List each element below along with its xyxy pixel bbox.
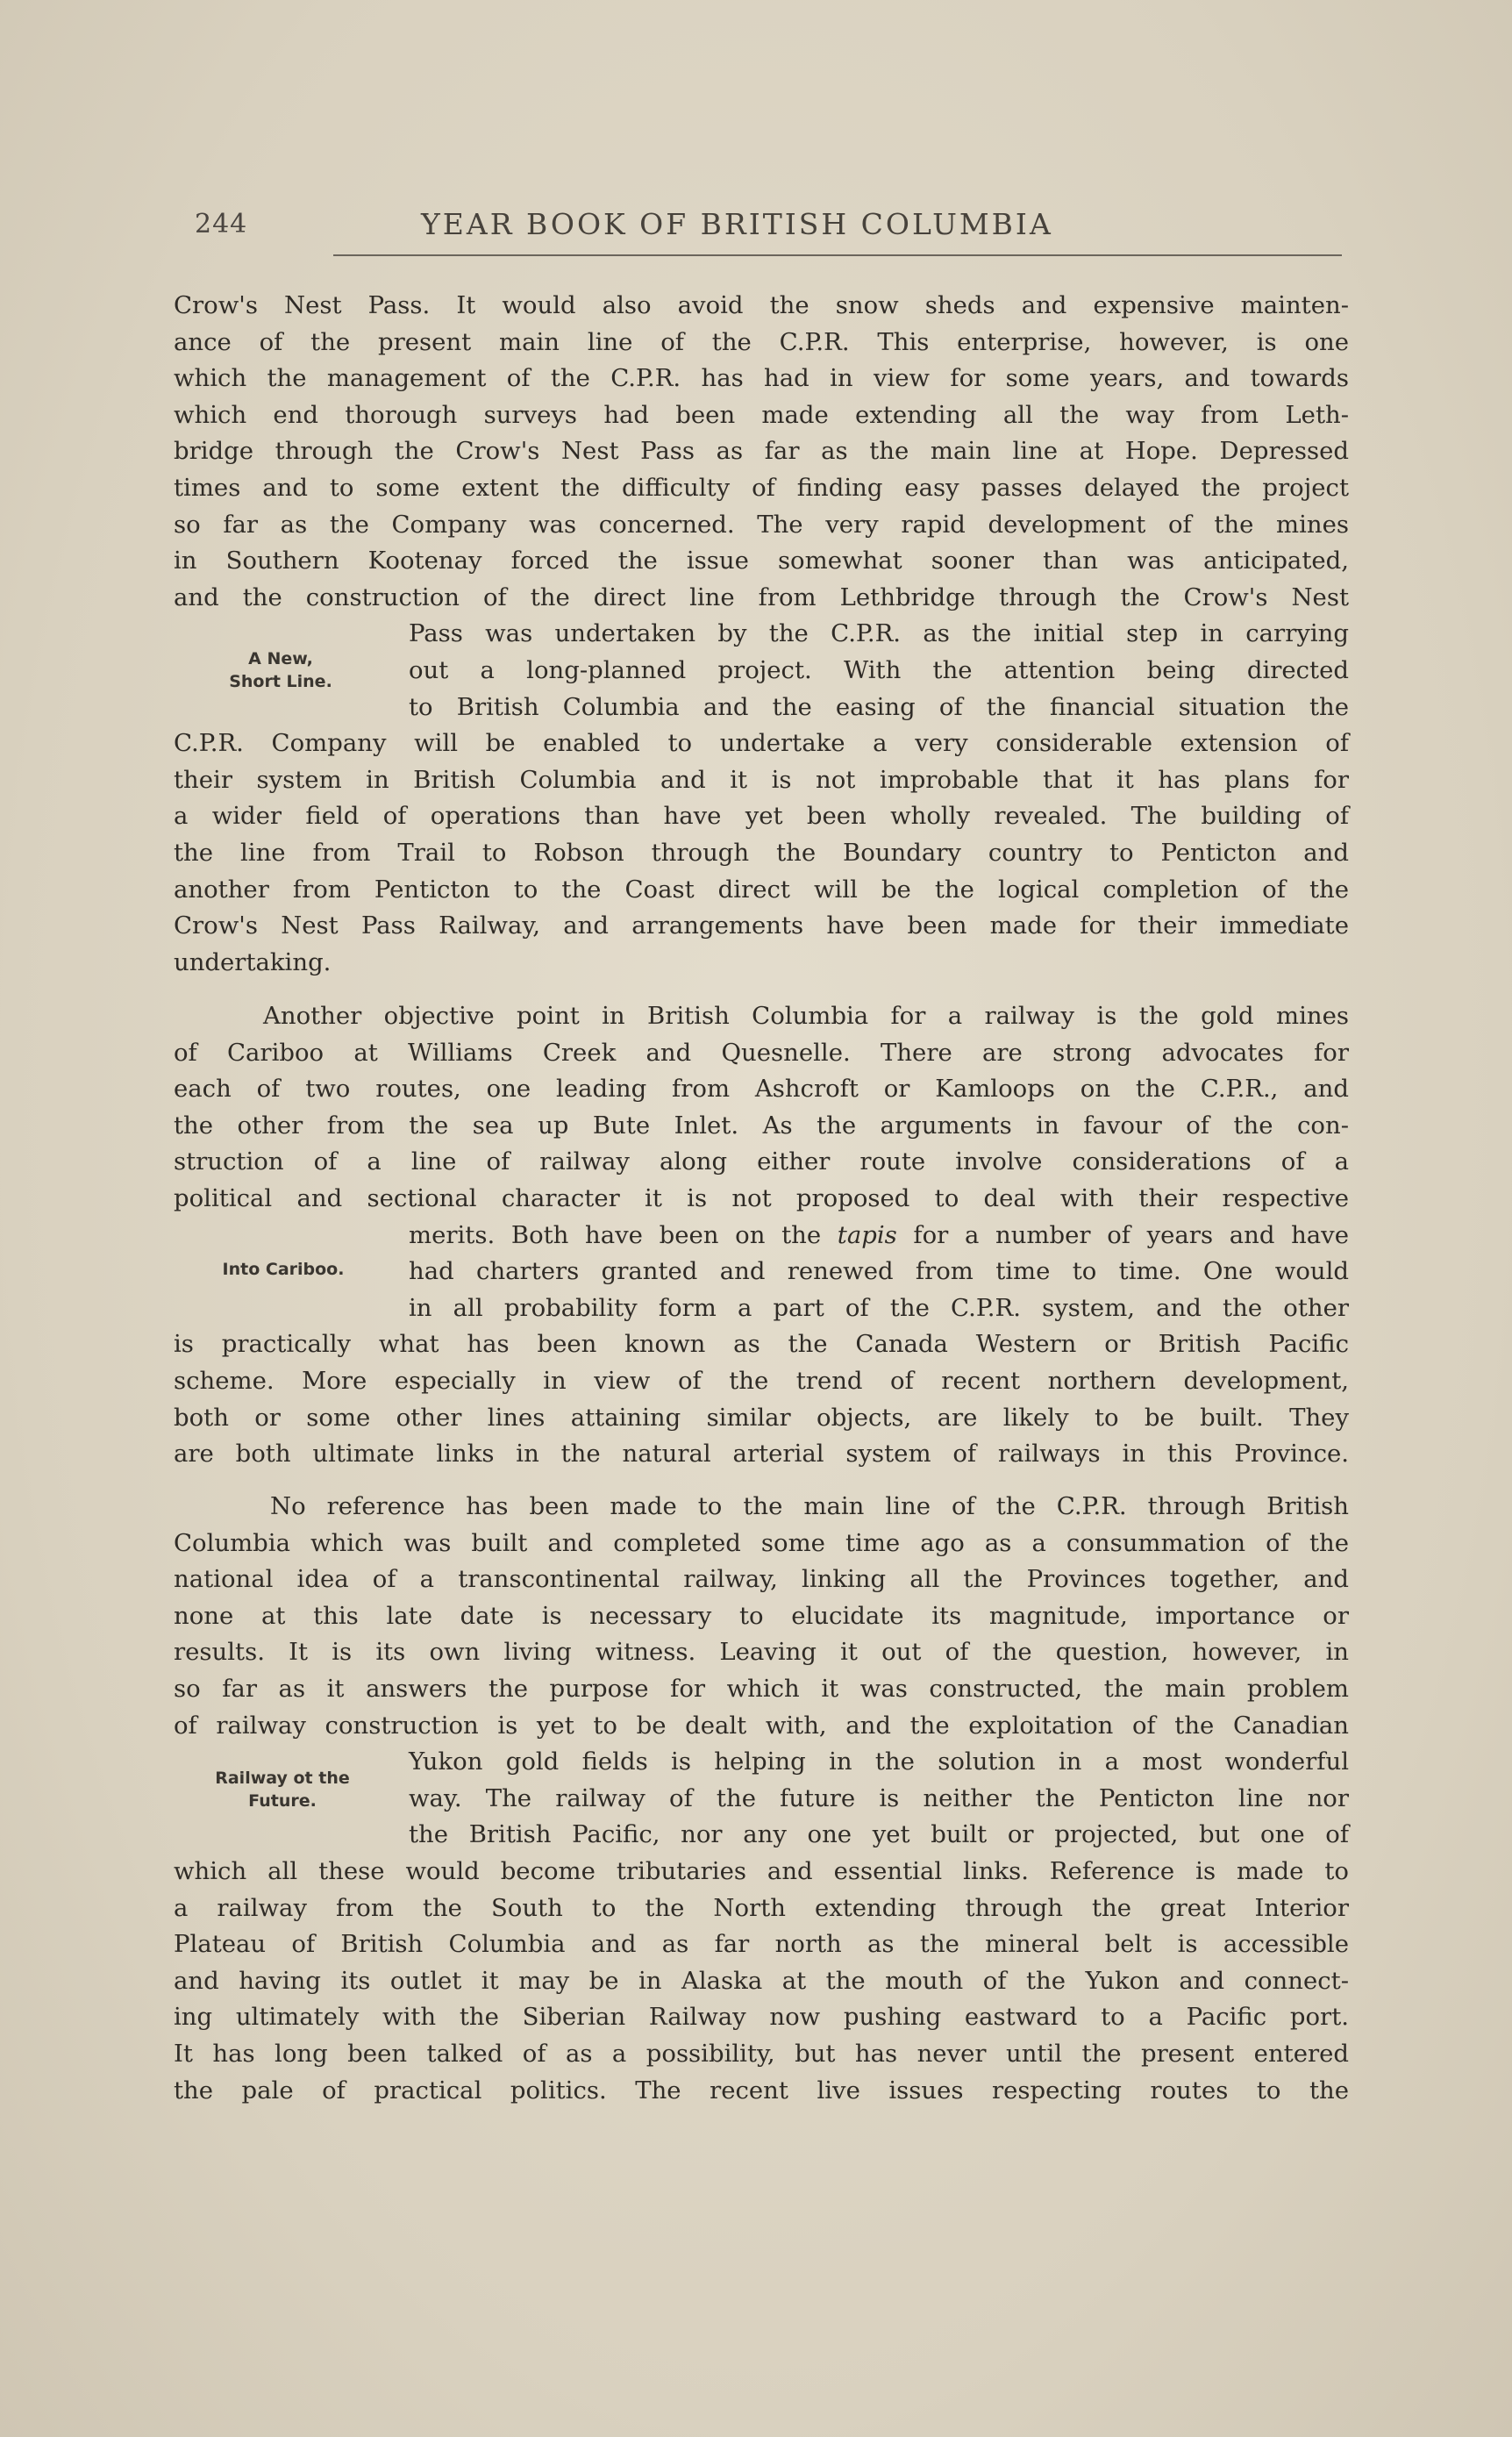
text-line: their system in British Columbia and it is not improbable that it has plans for xyxy=(174,765,1349,794)
text-line: of railway construction is yet to be dealt with, and the exploitation of the Canadian xyxy=(174,1711,1349,1740)
book-title: YEAR BOOK OF BRITISH COLUMBIA xyxy=(421,207,1053,241)
running-head xyxy=(175,207,1351,246)
text-line: the other from the sea up Bute Inlet. As the arguments in favour of the con- xyxy=(174,1111,1349,1140)
paragraph-1 xyxy=(174,288,1349,981)
sidenote-line: Into Cariboo. xyxy=(222,1260,345,1279)
text-line: bridge through the Crow's Nest Pass as far as the main line at Hope. Depressed xyxy=(174,437,1349,466)
text-line: undertaking. xyxy=(174,947,332,976)
text-line: the British Pacific, nor any one yet built or projected, but one of xyxy=(409,1820,1349,1849)
text-line: which all these would become tributaries and essential links. Reference is made to xyxy=(174,1856,1349,1885)
text-line: Another objective point in British Columbia for a railway is the gold mines xyxy=(263,1002,1349,1030)
paragraph-3 xyxy=(174,1489,1349,2109)
text-line: which the management of the C.P.R. has had in view for some years, and towards xyxy=(174,364,1349,393)
text-line: ance of the present main line of the C.P.R. This enterprise, however, is one xyxy=(174,327,1349,356)
text-fragment: merits. Both have been on the xyxy=(409,1220,822,1249)
text-line: national idea of a transcontinental railway, linking all the Provinces together, and xyxy=(174,1565,1349,1594)
text-line: in all probability form a part of the C.P.R. system, and the other xyxy=(409,1293,1349,1322)
italic-word: tapis xyxy=(837,1220,897,1249)
text-line: Crow's Nest Pass. It would also avoid the snow sheds and expensive mainten- xyxy=(174,291,1349,319)
text-line: scheme. More especially in view of the trend of recent northern development, xyxy=(174,1366,1349,1395)
text-line: so far as it answers the purpose for which it was constructed, the main problem xyxy=(174,1674,1349,1703)
text-line: struction of a line of railway along either route involve considerations of a xyxy=(174,1147,1349,1176)
text-line: way. The railway of the future is neither the Penticton line nor xyxy=(409,1783,1349,1812)
text-line: both or some other lines attaining similar objects, are likely to be built. They xyxy=(174,1403,1349,1432)
text-line: another from Penticton to the Coast direct will be the logical completion of the xyxy=(174,875,1349,904)
text-line: Pass was undertaken by the C.P.R. as the initial step in carrying xyxy=(409,619,1349,648)
text-line: none at this late date is necessary to elucidate its magnitude, importance or xyxy=(174,1601,1349,1630)
text-line: each of two routes, one leading from Ashcroft or Kamloops on the C.P.R., and xyxy=(174,1075,1349,1104)
text-line: so far as the Company was concerned. The very rapid development of the mines xyxy=(174,510,1349,539)
sidenote-line: Future. xyxy=(248,1791,317,1811)
text-line: Crow's Nest Pass Railway, and arrangements have been made for their immediate xyxy=(174,911,1349,940)
text-line: Plateau of British Columbia and as far north as the mineral belt is accessible xyxy=(174,1930,1349,1959)
text-line: had charters granted and renewed from time to time. One would xyxy=(409,1257,1349,1286)
text-line: ing ultimately with the Siberian Railway now pushing eastward to a Pacific port. xyxy=(174,2003,1349,2032)
text-line: of Cariboo at Williams Creek and Quesnelle. There are strong advocates for xyxy=(174,1038,1349,1067)
text-line: a wider field of operations than have yet been wholly revealed. The building of xyxy=(174,802,1349,831)
text-line: to British Columbia and the easing of the financial situation the xyxy=(409,692,1349,721)
text-line: out a long-planned project. With the attention being directed xyxy=(409,655,1349,684)
text-line: No reference has been made to the main line of the C.P.R. through British xyxy=(270,1492,1349,1520)
text-line: a railway from the South to the North extending through the great Interior xyxy=(174,1893,1349,1922)
text-line: the line from Trail to Robson through the Boundary country to Penticton and xyxy=(174,838,1349,867)
text-fragment: for a number of years and have xyxy=(913,1220,1349,1249)
text-line: are both ultimate links in the natural arterial system of railways in this Province. xyxy=(174,1440,1349,1469)
text-line: the pale of practical politics. The recent live issues respecting routes to the xyxy=(174,2076,1349,2105)
text-line: political and sectional character it is not proposed to deal with their respective xyxy=(174,1183,1349,1212)
text-line: and having its outlet it may be in Alaska at the mouth of the Yukon and connect- xyxy=(174,1966,1349,1995)
sidenote-line: Railway ot the xyxy=(215,1769,350,1788)
text-line-with-italic xyxy=(174,1218,1349,1254)
text-line: in Southern Kootenay forced the issue somewhat sooner than was anticipated, xyxy=(174,547,1349,575)
text-line: Columbia which was built and completed some time ago as a consummation of the xyxy=(174,1528,1349,1557)
text-line: which end thorough surveys had been made extending all the way from Leth- xyxy=(174,400,1349,429)
page-number: 244 xyxy=(195,209,248,239)
sidenote-line: A New, xyxy=(248,649,313,668)
header-rule xyxy=(333,254,1342,256)
text-line: C.P.R. Company will be enabled to undertake a very considerable extension of xyxy=(174,729,1349,758)
paragraph-2 xyxy=(174,998,1349,1473)
sidenote-line: Short Line. xyxy=(229,672,332,691)
text-line: times and to some extent the difficulty of finding easy passes delayed the project xyxy=(174,473,1349,502)
text-line: is practically what has been known as the Canada Western or British Pacific xyxy=(174,1330,1349,1359)
text-line: and the construction of the direct line from Lethbridge through the Crow's Nest xyxy=(174,582,1349,611)
text-line: results. It is its own living witness. Leaving it out of the question, however, in xyxy=(174,1638,1349,1667)
text-line: It has long been talked of as a possibility, but has never until the present entered xyxy=(174,2039,1349,2068)
text-line: Yukon gold fields is helping in the solution in a most wonderful xyxy=(409,1747,1349,1776)
